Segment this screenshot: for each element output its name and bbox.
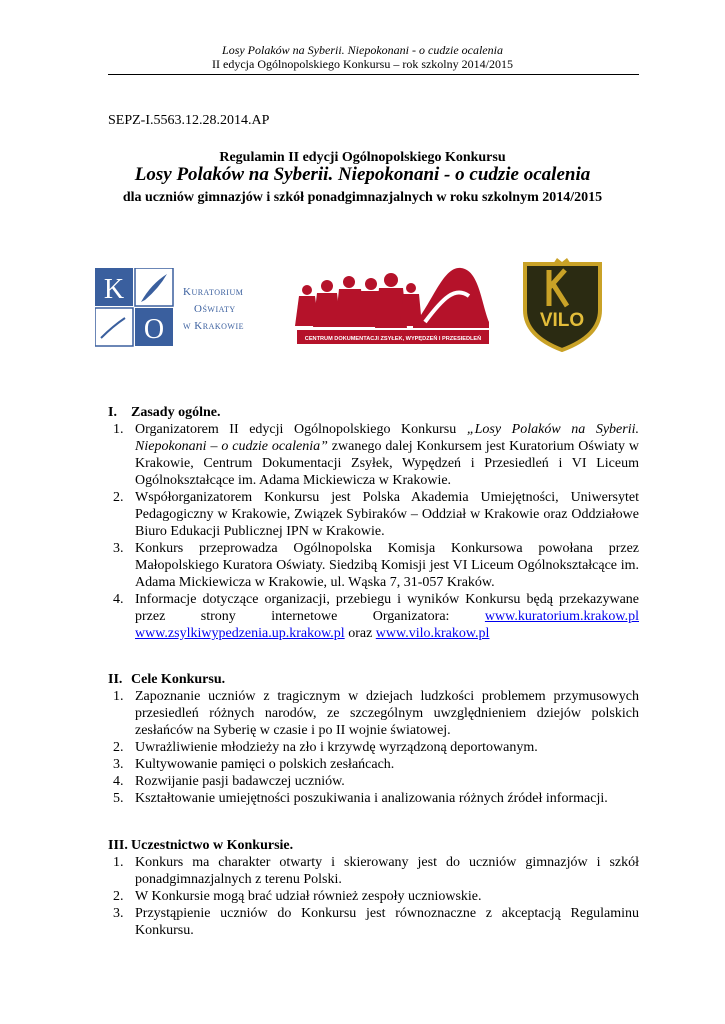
list-item: 1. Organizatorem II edycji Ogólnopolskiego Konkursu „Losy Polaków na Syberii. Niepokonani – o cudzie ocalenia” zwanego dalej Konkursem jest Kuratorium Oświaty w Krakowie, Centrum Dokumentacji Zsyłek, Wypędzeń i Przesiedleń i VI Liceum Ogólnokształcące im. Adama Mickiewicza w Krakowie.: [113, 422, 639, 488]
list-item: 1. Zapoznanie uczniów z tragicznym w dziejach ludzkości problemem przymusowych przesiedleń różnych narodów, ze szczególnym uwzględnieniem dziejów polskich zesłańców na Syberię w czasie i po II wojnie światowej.: [113, 689, 639, 738]
doc-title-audience: dla uczniów gimnazjów i szkół ponadgimnazjalnych w roku szkolnym 2014/2015: [122, 190, 603, 205]
svg-text:Oświaty: Oświaty: [194, 303, 236, 315]
header-divider: [108, 74, 639, 75]
running-header-edition: II edycja Ogólnopolskiego Konkursu – rok szkolny 2014/2015: [212, 57, 513, 71]
vilo-logo: [519, 256, 606, 352]
kuratorium-link[interactable]: www.kuratorium.krakow.pl: [484, 609, 639, 624]
list-item: 1. Konkurs ma charakter otwarty i skierowany jest do uczniów gimnazjów i szkół ponadgimnazjalnych z terenu Polski.: [113, 855, 639, 887]
svg-text:CENTRUM DOKUMENTACJI ZSYŁEK, W: CENTRUM DOKUMENTACJI ZSYŁEK, WYPĘDZEŃ I PRZESIEDLEŃ: [304, 336, 482, 342]
section-2-list: [108, 688, 639, 807]
list-item: 4. Informacje dotyczące organizacji, przebiegu i wyników Konkursu będą przekazywane przez strony internetowe Organizatora: www.kuratorium.krakow.pl www.zsylkiwypedzenia.up.krakow.pl oraz www.vilo.krakow.pl: [113, 592, 639, 641]
section-1-list: [108, 421, 639, 642]
list-item: 3. Konkurs przeprowadza Ogólnopolska Komisja Konkursowa powołana przez Małopolskiego Kuratora Oświaty. Siedzibą Komisji jest VI Liceum Ogólnokształcące im. Adama Mickiewicza w Krakowie, ul. Wąska 7, 31-057 Kraków.: [113, 541, 639, 590]
doc-title-line1: Regulamin II edycji Ogólnopolskiego Konkursu: [219, 150, 506, 165]
list-item: 4. Rozwijanie pasji badawczej uczniów.: [113, 774, 345, 789]
kuratorium-logo: [95, 268, 270, 348]
svg-text:O: O: [143, 314, 165, 345]
running-header-title: Losy Polaków na Syberii. Niepokonani - o cudzie ocalenia: [222, 43, 503, 57]
vilo-link[interactable]: www.vilo.krakow.pl: [375, 626, 490, 641]
svg-text:K: K: [103, 274, 125, 305]
section-3-heading: III. Uczestnictwo w Konkursie.: [108, 838, 294, 853]
svg-text:w Krakowie: w Krakowie: [183, 320, 245, 332]
centrum-dokumentacji-logo: [293, 262, 493, 348]
list-item: 5. Kształtowanie umiejętności poszukiwania i analizowania różnych źródeł informacji.: [113, 791, 608, 806]
list-item: 3. Przystąpienie uczniów do Konkursu jest równoznaczne z akceptacją Regulaminu Konkursu.: [113, 906, 639, 938]
svg-text:VILO: VILO: [539, 310, 585, 331]
doc-title-contest-name: Losy Polaków na Syberii. Niepokonani - o cudzie ocalenia: [134, 164, 591, 185]
section-3-list: [108, 854, 639, 939]
list-item: 2. W Konkursie mogą brać udział również zespoły uczniowskie.: [113, 889, 482, 904]
svg-text:Kuratorium: Kuratorium: [183, 286, 244, 298]
list-item: 3. Kultywowanie pamięci o polskich zesłańcach.: [113, 757, 395, 772]
document-signature: SEPZ-I.5563.12.28.2014.AP: [108, 113, 270, 128]
section-1-heading: I. Zasady ogólne.: [108, 405, 221, 420]
list-item: 2. Uwrażliwienie młodzieży na zło i krzywdę wyrządzoną deportowanym.: [113, 740, 538, 755]
zsylki-link[interactable]: www.zsylkiwypedzenia.up.krakow.pl: [135, 626, 345, 641]
list-item: 2. Współorganizatorem Konkursu jest Polska Akademia Umiejętności, Uniwersytet Pedagogiczny w Krakowie, Związek Sybiraków – Oddział w Krakowie oraz Oddziałowe Biuro Edukacji Publicznej IPN w Krakowie.: [113, 490, 639, 539]
section-2-heading: II. Cele Konkursu.: [108, 672, 226, 687]
